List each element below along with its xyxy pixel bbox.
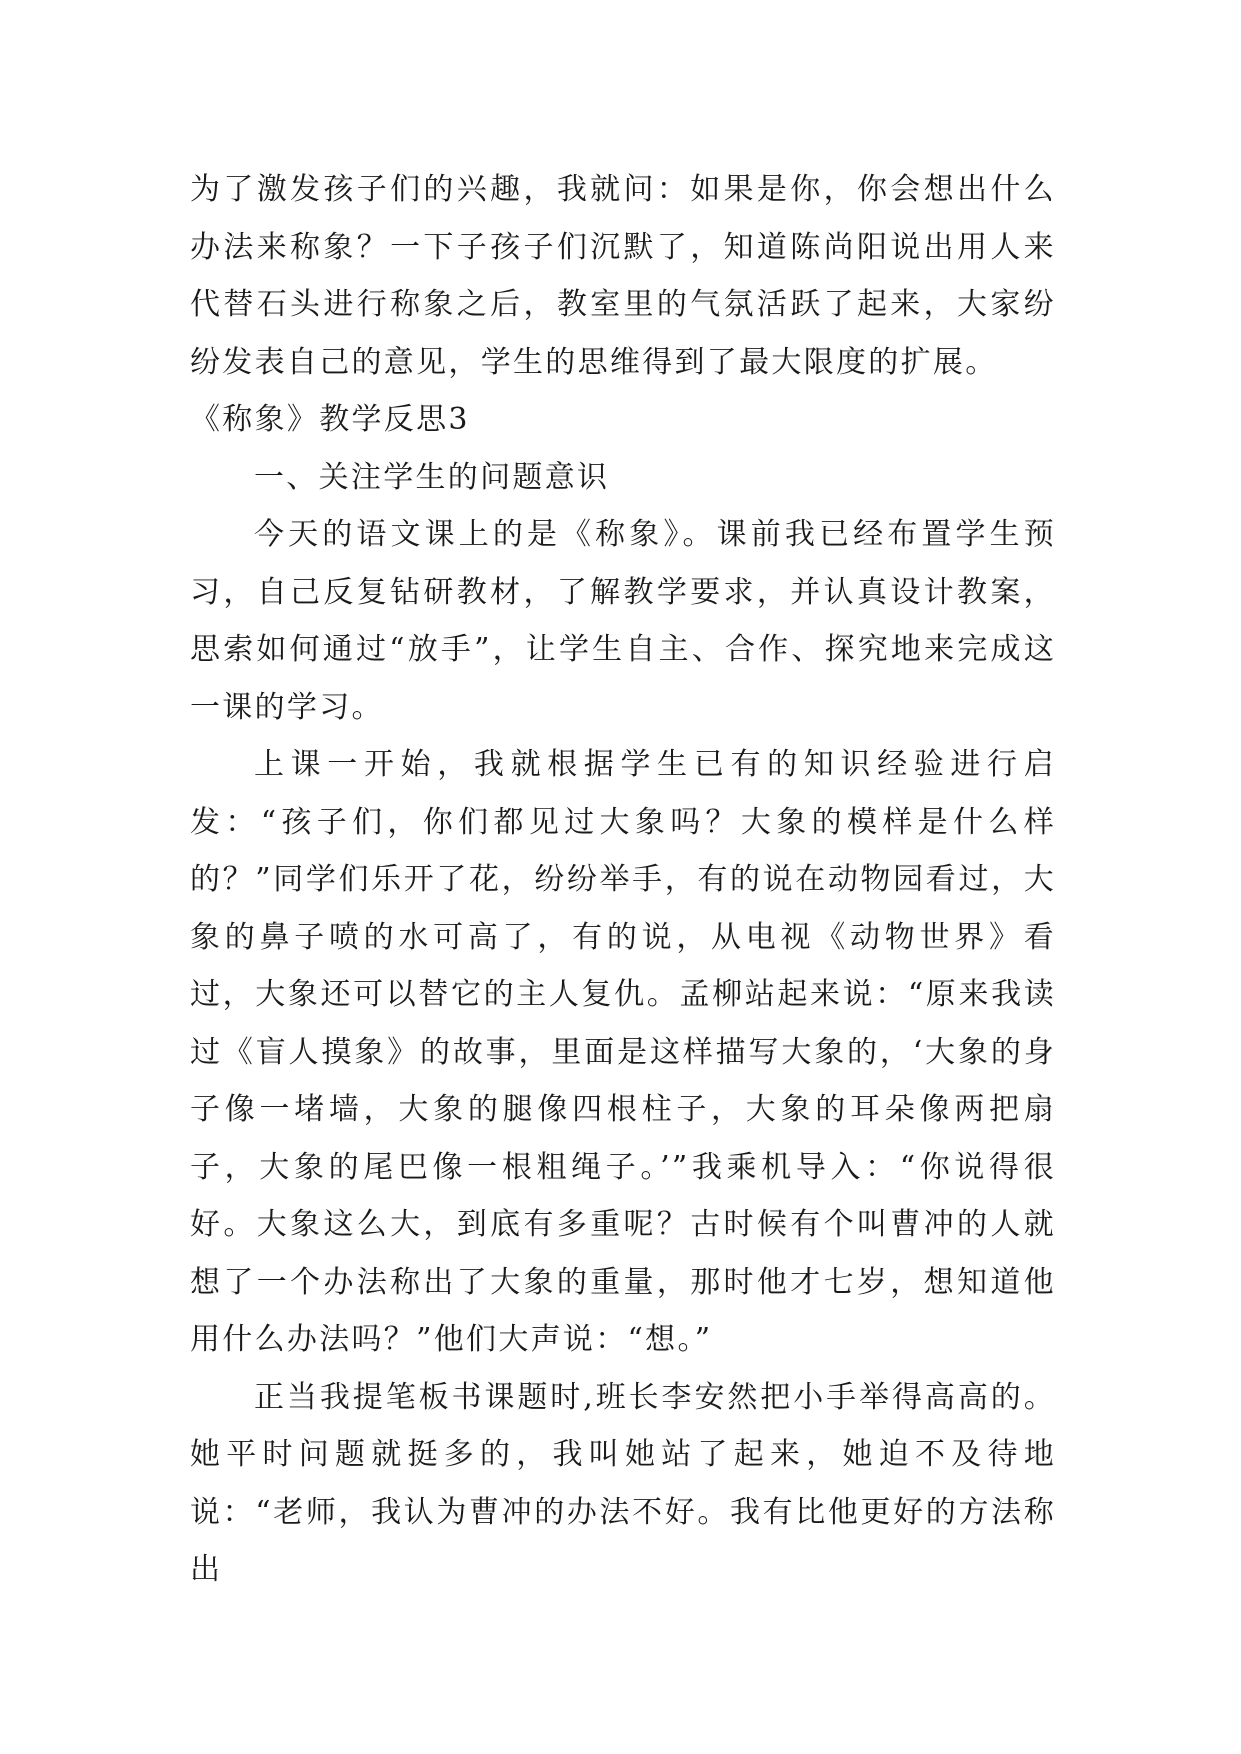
paragraph-1: 今天的语文课上的是《称象》。课前我已经布置学生预习，自己反复钻研教材，了解教学要求，并认真设计教案，思索如何通过“放手”，让学生自主、合作、探究地来完成这一课的学习。 (190, 517, 1056, 725)
paragraph-2: 上课一开始，我就根据学生已有的知识经验进行启发：“孩子们，你们都见过大象吗？大象的模样是什么样的？”同学们乐开了花，纷纷举手，有的说在动物园看过，大象的鼻子喷的水可高了，有的说，从电视《动物世界》看过，大象还可以替它的主人复仇。孟柳站起来说：“原来我读过《盲人摸象》的故事，里面是这样描写大象的，‘大象的身子像一堵墙，大象的腿像四根柱子，大象的耳朵像两把扇子，大象的尾巴像一根粗绳子。’”我乘机导入：“你说得很好。大象这么大，到底有多重呢？古时候有个叫曹冲的人就想了一个办法称出了大象的重量，那时他才七岁，想知道他用什么办法吗？”他们大声说：“想。” (190, 747, 1056, 1357)
document-body (190, 161, 1056, 1599)
paragraph-3: 正当我提笔板书课题时,班长李安然把小手举得高高的。她平时问题就挺多的，我叫她站了起来，她迫不及待地说：“老师，我认为曹冲的办法不好。我有比他更好的方法称出 (190, 1379, 1056, 1587)
paragraph-continued: 为了激发孩子们的兴趣，我就问：如果是你，你会想出什么办法来称象？一下子孩子们沉默了，知道陈尚阳说出用人来代替石头进行称象之后，教室里的气氛活跃了起来，大家纷纷发表自己的意见，学生的思维得到了最大限度的扩展。 (190, 172, 1056, 380)
section-title: 《称象》教学反思3 (190, 402, 470, 437)
subheading: 一、关注学生的问题意识 (254, 459, 610, 495)
